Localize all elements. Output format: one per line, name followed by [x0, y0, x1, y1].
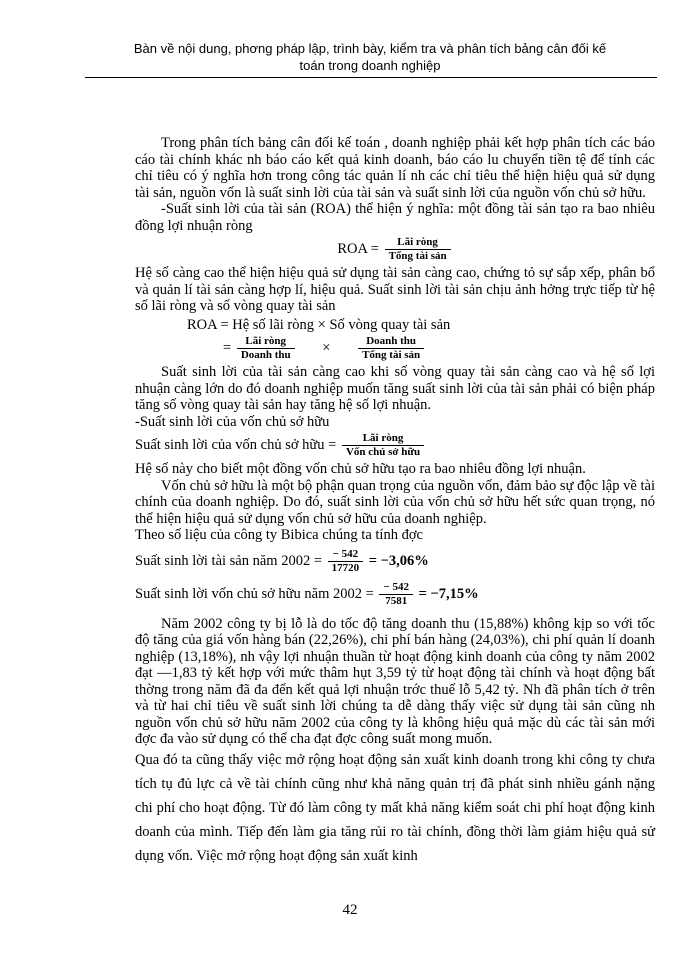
document-body	[135, 135, 655, 868]
roa2-line: ROA = Hệ số lãi ròng	[187, 316, 318, 333]
calc1-result: = −3,06%	[368, 552, 429, 569]
calc-roa-2002	[135, 548, 655, 575]
page-header	[85, 40, 655, 74]
header-rule	[85, 77, 657, 78]
times-sign: ×	[317, 316, 326, 333]
roe-formula	[135, 432, 655, 459]
calc2-label: Suất sinh lời vốn chủ sở hữu năm 2002 =	[135, 585, 378, 602]
roe-label: Suất sinh lời của vốn chủ sở hữu =	[135, 436, 340, 453]
page-number: 42	[342, 902, 358, 918]
paragraph-roa-meaning: Hệ số càng cao thể hiện hiệu quả sử dụng tài sản càng cao, chứng tỏ sự sắp xếp, phân bổ và quản lí tài sản càng hợp lí, hiệu quả. Suất sinh lời tài sản chịu ảnh hởng trực tiếp từ hệ số lãi ròng và số vòng quay tài sản	[135, 265, 655, 314]
paragraph-roe-heading: -Suất sinh lời của vốn chủ sở hữu	[135, 413, 330, 430]
roa-fraction-product	[135, 335, 655, 362]
calc1-fraction	[328, 548, 364, 575]
roa-label: ROA =	[337, 240, 383, 257]
header-title-line2: toán trong doanh nghiệp	[299, 58, 441, 73]
turnover-numerator: Doanh thu	[366, 335, 417, 347]
paragraph-roa-conclusion: Suất sinh lời của tài sản càng cao khi số vòng quay tài sản càng cao và hệ số lợi nhuận càng lớn do đó doanh nghiệp muốn tăng suất sinh lời của tài sản phải có biện pháp tăng số vòng quay tài sản hay tăng hệ số lợi nhuận.	[135, 364, 655, 413]
paragraph-expansion: Qua đó ta cũng thấy việc mở rộng hoạt động sản xuất kinh doanh trong khi công ty chưa tích tụ đủ lực cả về tài chính cũng như khả năng quản trị đã phát sinh nhiều gánh nặng chi phí cho hoạt động. Từ đó làm công ty mất khả năng kiểm soát chi phí hoạt động kinh doanh của mình. Tiếp đến làm gia tăng rủi ro tài chính, đồng thời làm giảm hiệu quả sử dụng vốn. Việc mở rộng hoạt động sản xuất kinh	[135, 751, 655, 864]
roe-denominator: Vốn chủ sở hữu	[342, 445, 424, 459]
roe-fraction	[342, 432, 424, 459]
roa-formula	[135, 236, 655, 263]
paragraph-1: Trong phân tích bảng cân đối kế toán , doanh nghiệp phải kết hợp phân tích các báo cáo tài chính khác nh báo cáo kết quả kinh doanh, báo cáo lu chuyển tiền tệ để tính các chỉ tiêu có ý nghĩa hơn trong công tác quản lí nh các chỉ tiêu thể hiện hiệu quả sử dụng tài sản, nguồn vốn là suất sinh lời của tài sản và suất sinh lời của nguồn vốn chủ sở hữu.	[135, 135, 655, 201]
times-sign-2: ×	[322, 339, 331, 356]
calc1-label: Suất sinh lời tài sản năm 2002 =	[135, 552, 326, 569]
margin-numerator: Lãi ròng	[245, 335, 287, 347]
calc2-numerator: − 542	[383, 580, 409, 593]
roa-fraction	[385, 236, 451, 263]
paragraph-roa-intro: -Suất sinh lời của tài sản (ROA) thể hiện ý nghĩa: một đồng tài sản tạo ra bao nhiêu đồng lợi nhuận ròng	[135, 201, 655, 234]
calc2-fraction	[379, 581, 413, 608]
paragraph-equity: Vốn chủ sở hữu là một bộ phận quan trọng của nguồn vốn, đảm bảo sự độc lập về tài chính của doanh nghiệp. Do đó, suất sinh lời của vốn chủ sở hữu hết sức quan trọng, nó thể hiện hiệu quả sử dụng vốn chủ sở hữu của doanh nghiệp.	[135, 477, 655, 527]
calc2-result: = −7,15%	[418, 585, 479, 602]
roa-decomposition	[135, 317, 655, 334]
paragraph-bibica: Theo số liệu của công ty Bibica chúng ta tính đợc	[135, 527, 423, 543]
header-title-line1: Bàn về nội dung, phơng pháp lập, trình bày, kiểm tra và phân tích bảng cân đối kế	[133, 41, 607, 56]
margin-denominator: Doanh thu	[237, 348, 295, 362]
turnover-fraction	[358, 335, 424, 362]
roa2-tail: Số vòng quay tài sản	[325, 316, 451, 333]
roe-numerator: Lãi ròng	[362, 432, 404, 444]
roa-numerator: Lãi ròng	[397, 236, 438, 248]
paragraph-roe-meaning: Hệ số này cho biết một đồng vốn chủ sở hữu tạo ra bao nhiêu đồng lợi nhuận.	[135, 461, 586, 477]
margin-fraction	[237, 335, 295, 362]
calc1-numerator: − 542	[332, 547, 359, 560]
calc-roe-2002	[135, 581, 655, 608]
calc2-denominator: 7581	[379, 594, 413, 608]
paragraph-2002-loss: Năm 2002 công ty bị lỗ là do tốc độ tăng doanh thu (15,88%) không kịp so với tốc độ tăng của giá vốn hàng bán (22,26%), chi phí bán hàng (24,03%), chi phí quản lí doanh nghiệp (13,18%), nh vậy lợi nhuận thuần từ hoạt động kinh doanh của công ty năm 2002 đạt —1,83 tỷ kết hợp với mức thâm hụt 3,59 tỷ từ hoạt động tài chính và hoạt động bất thờng trong năm đã đa đến kết quả lợi nhuận trớc thuế lỗ 5,42 tỷ. Nh đã phân tích ở trên và từ hai chỉ tiêu về suất sinh lời chúng ta dễ dàng thấy việc sử dụng tài sản cũng nh nguồn vốn chủ sở hữu năm 2002 của công ty là không hiệu quả mặc dù các tài sản mới đợc đa vào sử dụng có thể cha đạt đợc công suất mong muốn.	[135, 615, 655, 747]
turnover-denominator: Tổng tài sản	[358, 348, 424, 362]
roa-denominator: Tổng tài sản	[385, 249, 451, 263]
equals-sign: =	[223, 339, 232, 356]
calc1-denominator: 17720	[328, 561, 364, 575]
